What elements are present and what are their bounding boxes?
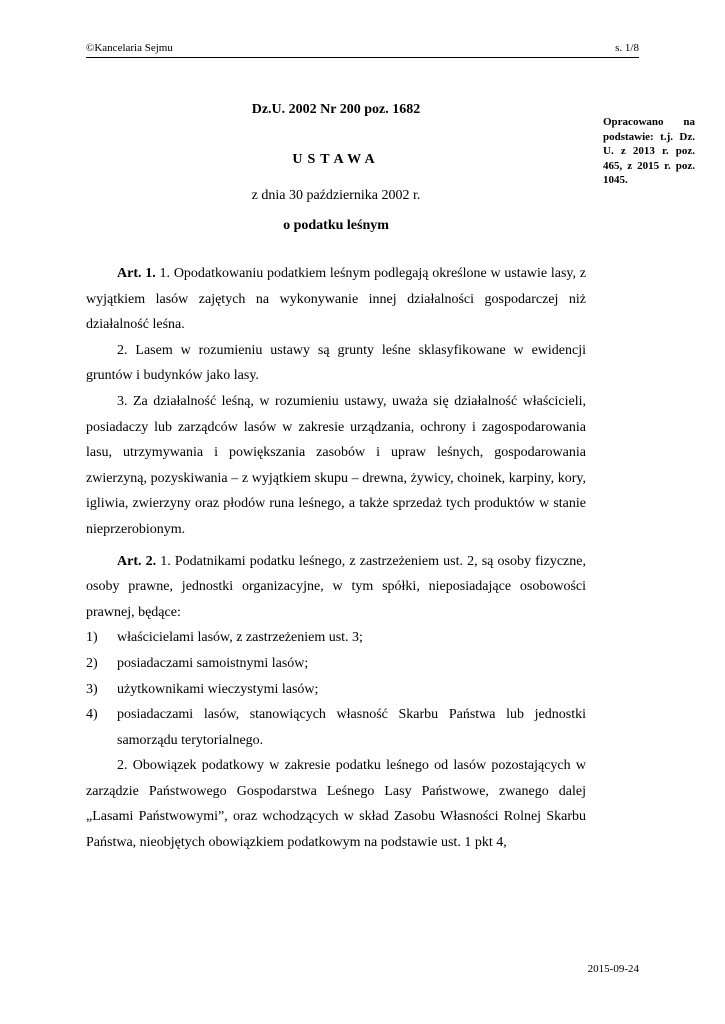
art1-label: Art. 1. [117, 266, 156, 281]
page-number: s. 1/8 [615, 42, 639, 54]
footer-date: 2015-09-24 [587, 963, 639, 975]
art2-paragraph-1 [86, 549, 586, 626]
act-date: z dnia 30 października 2002 r. [251, 188, 421, 203]
list-item-text: posiadaczami lasów, stanowiących własność Skarbu Państwa lub jednostki samorządu terytorialnego. [117, 707, 586, 748]
act-subject: o podatku leśnym [283, 218, 389, 233]
list-item-text: użytkownikami wieczystymi lasów; [117, 681, 319, 697]
art2-label: Art. 2. [117, 553, 157, 569]
act-type-heading: USTAWA [292, 152, 380, 167]
list-item [86, 651, 586, 677]
header-divider [86, 57, 639, 58]
journal-reference: Dz.U. 2002 Nr 200 poz. 1682 [251, 102, 421, 117]
list-item-number: 1) [86, 630, 98, 646]
consolidation-note: Opracowano na podstawie: t.j. Dz. U. z 2013 r. poz. 465, z 2015 r. poz. 1045. [603, 116, 695, 186]
list-item [86, 625, 586, 651]
art1-paragraph-1 [86, 261, 586, 338]
art1-paragraph-3: 3. Za działalność leśną, w rozumieniu ustawy, uważa się działalność właścicieli, posiadaczy lub zarządców lasów w zakresie urządzania, ochrony i zagospodarowania lasu, utrzymywania i powiększania zasobów i upraw leśnych, gospodarowania zwierzyną, pozyskiwania – z wyjątkiem skupu – drewna, żywicy, choinek, karpiny, kory, igliwia, zwierzyny oraz płodów runa leśnego, a także sprzedaż tych produktów w stanie nieprzerobionym. [86, 393, 586, 537]
art1-paragraph-2: 2. Lasem w rozumieniu ustawy są grunty leśne sklasyfikowane w ewidencji gruntów i budynków jako lasy. [86, 342, 586, 384]
header-publisher: ©Kancelaria Sejmu [86, 42, 173, 54]
list-item-text: właścicielami lasów, z zastrzeżeniem ust. 3; [117, 630, 363, 646]
art2-paragraph-2: 2. Obowiązek podatkowy w zakresie podatku leśnego od lasów pozostających w zarządzie Państwowego Gospodarstwa Leśnego Lasy Państwowe, zwanego dalej „Lasami Państwowymi”, oraz wchodzących w skład Zasobu Własności Rolnej Skarbu Państwa, nieobjętych obowiązkiem podatkowym na podstawie ust. 1 pkt 4, [86, 758, 586, 851]
list-item [86, 677, 586, 703]
list-item-text: posiadaczami samoistnymi lasów; [117, 655, 309, 671]
document-body [86, 261, 586, 856]
list-item-number: 4) [86, 707, 98, 723]
list-item-number: 2) [86, 655, 98, 671]
art1-p1-text: 1. Opodatkowaniu podatkiem leśnym podlegają określone w ustawie lasy, z wyjątkiem lasów zajętych na wykonywanie innej działalności gospodarczej niż działalność leśna. [86, 266, 587, 333]
art2-p1-text: 1. Podatnikami podatku leśnego, z zastrzeżeniem ust. 2, są osoby fizyczne, osoby prawne, jednostki organizacyjne, w tym spółki, nieposiadające osobowości prawnej, będące: [86, 553, 586, 620]
list-item [86, 702, 586, 753]
list-item-number: 3) [86, 681, 98, 697]
